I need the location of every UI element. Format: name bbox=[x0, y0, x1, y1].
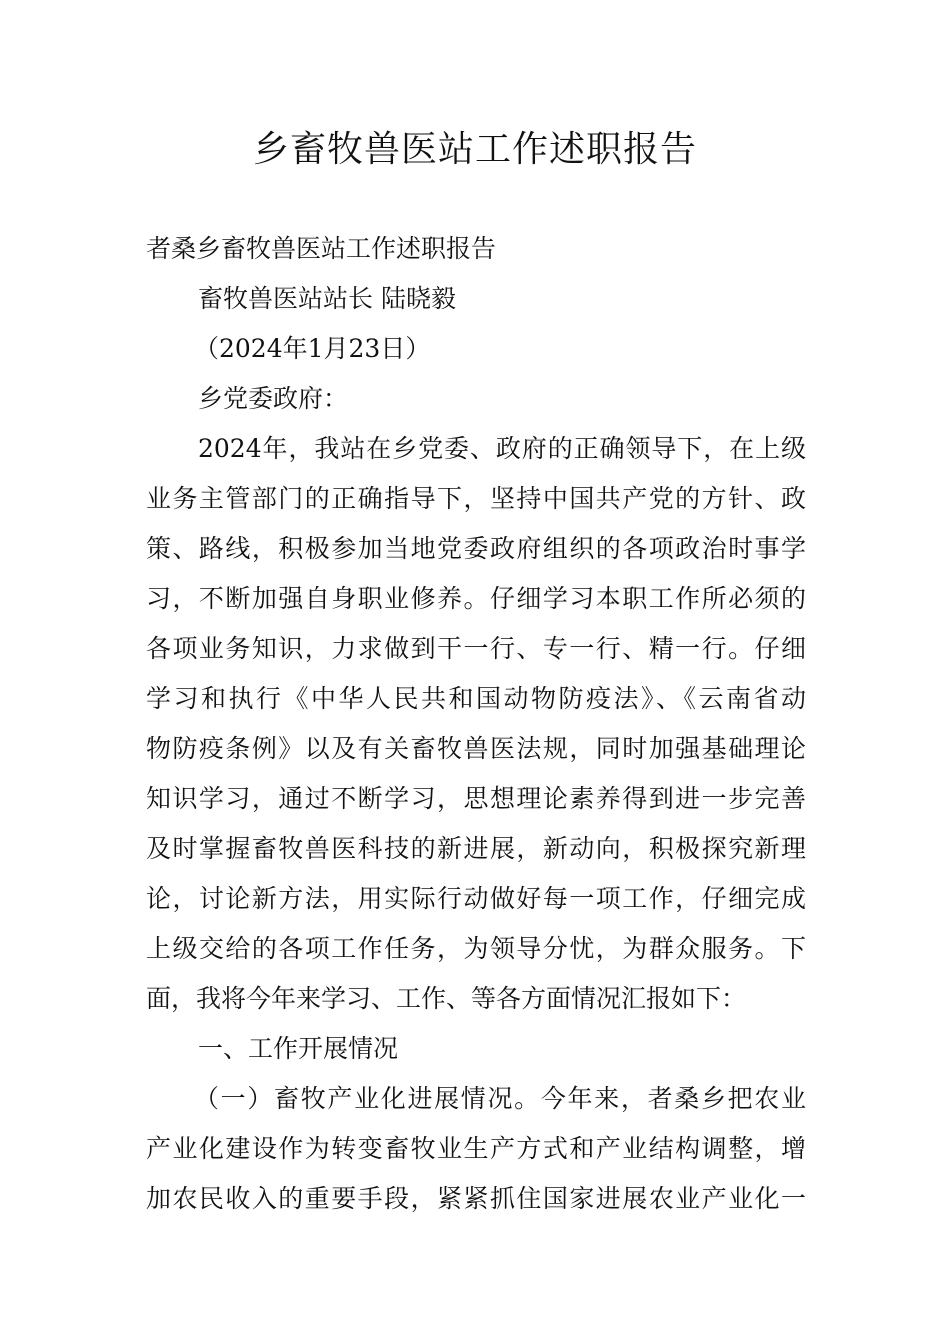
document-title: 乡畜牧兽医站工作述职报告 bbox=[252, 129, 697, 170]
paragraph-line: 2024年，我站在乡党委、政府的正确领导下，在上级 bbox=[198, 434, 806, 463]
paragraph-line: （一）畜牧产业化进展情况。今年来，者桑乡把农业 bbox=[194, 1084, 806, 1113]
paragraph-line: 物防疫条例》以及有关畜牧兽医法规，同时加强基础理论 bbox=[146, 734, 806, 763]
paragraph-line: 学习和执行《中华人民共和国动物防疫法》、《云南省动 bbox=[146, 684, 806, 713]
salutation-line: 乡党委政府： bbox=[198, 384, 349, 413]
paragraph-line: 论，讨论新方法，用实际行动做好每一项工作，仔细完成 bbox=[146, 884, 806, 913]
author-line: 畜牧兽医站站长 陆晓毅 bbox=[198, 284, 456, 313]
paragraph-line: 习，不断加强自身职业修养。仔细学习本职工作所必须的 bbox=[146, 584, 806, 613]
subtitle-line: 者桑乡畜牧兽医站工作述职报告 bbox=[146, 234, 497, 263]
document-body bbox=[146, 224, 806, 1224]
paragraph-line: 业务主管部门的正确指导下，坚持中国共产党的方针、政 bbox=[146, 484, 806, 513]
paragraph-line: 加农民收入的重要手段，紧紧抓住国家进展农业产业化一 bbox=[146, 1184, 806, 1213]
date-line: （2024年1月23日） bbox=[194, 334, 431, 363]
paragraph-line: 产业化建设作为转变畜牧业生产方式和产业结构调整，增 bbox=[146, 1134, 806, 1163]
paragraph-line: 策、路线，积极参加当地党委政府组织的各项政治时事学 bbox=[146, 534, 806, 563]
paragraph-line: 面，我将今年来学习、工作、等各方面情况汇报如下： bbox=[146, 984, 747, 1013]
paragraph-line: 各项业务知识，力求做到干一行、专一行、精一行。仔细 bbox=[146, 634, 806, 663]
paragraph-line: 上级交给的各项工作任务，为领导分忧，为群众服务。下 bbox=[146, 934, 806, 963]
paragraph-line: 及时掌握畜牧兽医科技的新进展，新动向，积极探究新理 bbox=[146, 834, 806, 863]
section-heading: 一、工作开展情况 bbox=[198, 1034, 399, 1063]
paragraph-line: 知识学习，通过不断学习，思想理论素养得到进一步完善 bbox=[146, 784, 806, 813]
